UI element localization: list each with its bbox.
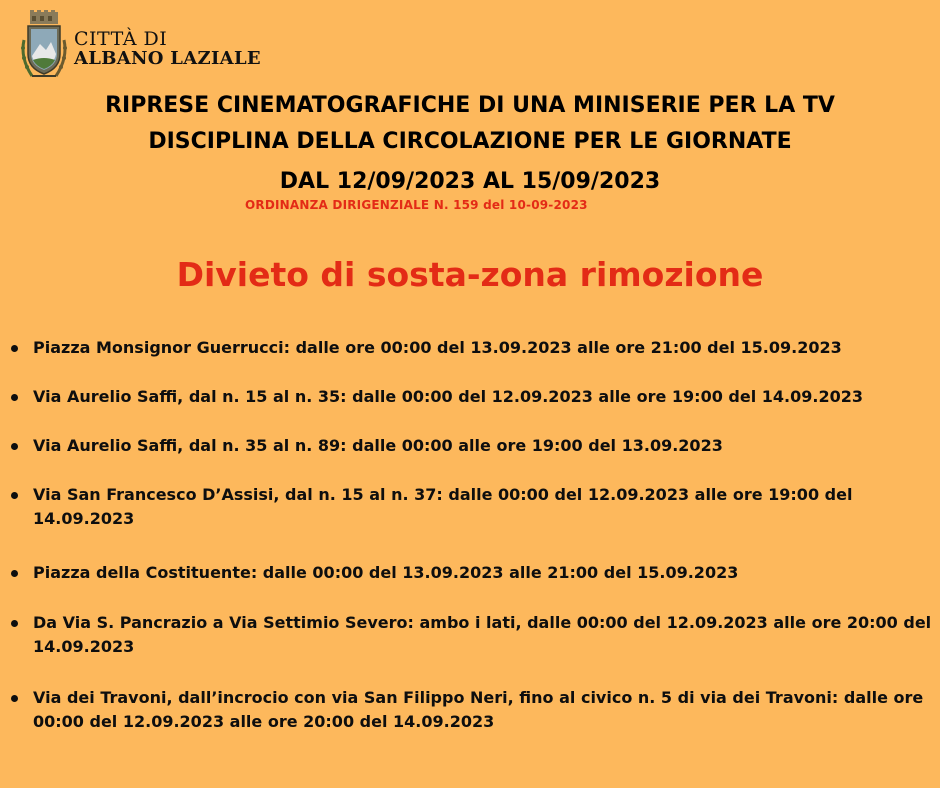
bullet-icon: [11, 443, 18, 450]
ordinanza-reference: ORDINANZA DIRIGENZIALE N. 159 del 10-09-2023: [245, 198, 588, 212]
list-item: [0, 434, 937, 458]
list-item: [0, 385, 937, 409]
list-item-text: Via Aurelio Saffi, dal n. 35 al n. 89: dalle 00:00 alle ore 19:00 del 13.09.2023: [33, 436, 723, 455]
bullet-icon: [11, 695, 18, 702]
city-name-line2: ALBANO LAZIALE: [74, 47, 261, 69]
city-logo: [18, 10, 261, 84]
list-item-text: Via Aurelio Saffi, dal n. 15 al n. 35: dalle 00:00 del 12.09.2023 alle ore 19:00 del 14.09.2023: [33, 387, 863, 406]
notice-title-line1: RIPRESE CINEMATOGRAFICHE DI UNA MINISERIE PER LA TV: [105, 93, 835, 118]
list-item: [0, 483, 937, 531]
notice-title-line3: DAL 12/09/2023 AL 15/09/2023: [279, 169, 661, 194]
list-item-text: Piazza della Costituente: dalle 00:00 del 13.09.2023 alle 21:00 del 15.09.2023: [33, 563, 739, 582]
notice-subtitle: Divieto di sosta-zona rimozione: [176, 255, 764, 294]
list-item-text: Da Via S. Pancrazio a Via Settimio Severo: ambo i lati, dalle 00:00 del 12.09.2023 alle ore 20:00 del 14.09.2023: [33, 613, 932, 656]
bullet-icon: [11, 492, 18, 499]
bullet-icon: [11, 620, 18, 627]
city-name: [74, 27, 261, 69]
list-item: [0, 561, 937, 585]
bullet-icon: [11, 394, 18, 401]
list-item: [0, 336, 937, 360]
coat-of-arms-icon: [18, 10, 70, 84]
bullet-icon: [11, 570, 18, 577]
list-item: [0, 686, 937, 734]
city-name-line1: CITTÀ DI: [74, 27, 168, 50]
list-item-text: Via San Francesco D’Assisi, dal n. 15 al n. 37: dalle 00:00 del 12.09.2023 alle ore 19:00 del 14.09.2023: [33, 485, 853, 528]
bullet-icon: [11, 345, 18, 352]
list-item-text: Via dei Travoni, dall’incrocio con via San Filippo Neri, fino al civico n. 5 di via dei Travoni: dalle ore 00:00 del 12.09.2023 alle ore 20:00 del 14.09.2023: [33, 688, 924, 731]
notice-title-line2: DISCIPLINA DELLA CIRCOLAZIONE PER LE GIORNATE: [148, 129, 792, 154]
list-item-text: Piazza Monsignor Guerrucci: dalle ore 00:00 del 13.09.2023 alle ore 21:00 del 15.09.2023: [33, 338, 842, 357]
list-item: [0, 611, 937, 659]
